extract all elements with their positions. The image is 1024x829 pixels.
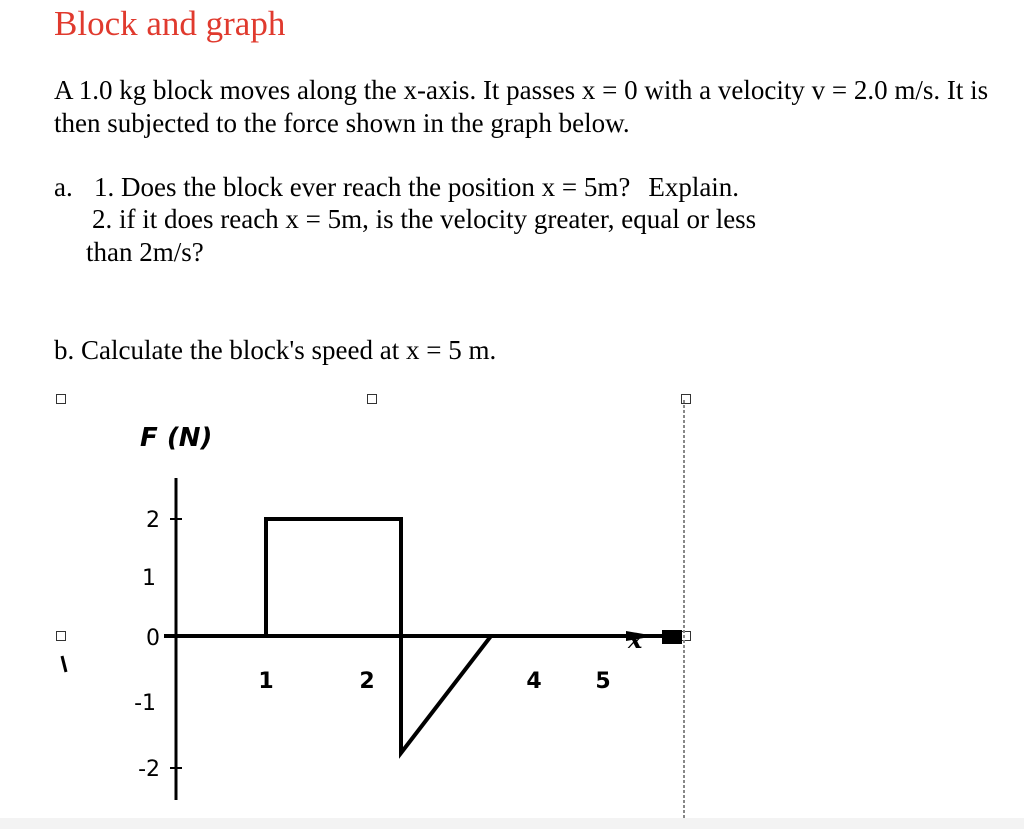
- problem-statement: A 1.0 kg block moves along the x-axis. It passes x = 0 with a velocity v = 2.0 m/s. It is then subjected to the force shown in the graph below.: [54, 75, 989, 138]
- y-tick-label-1: 1: [142, 566, 156, 591]
- x-axis-label: x: [628, 625, 643, 654]
- y-tick-label-minus1: -1: [134, 691, 156, 716]
- y-tick-label-0: 0: [146, 626, 160, 651]
- x-tick-label-5: 5: [595, 669, 611, 694]
- y-tick-label-2: 2: [146, 508, 160, 533]
- x-tick-label-4: 4: [526, 669, 542, 694]
- question-a2: 2. if it does reach x = 5m, is the velocity greater, equal or less: [92, 204, 757, 234]
- page-title: Block and graph: [54, 4, 286, 43]
- question-a1-text: 1. Does the block ever reach the position x = 5m?: [94, 172, 631, 202]
- question-a-label: a.: [54, 172, 73, 202]
- y-tick-label-minus2: -2: [138, 757, 160, 782]
- scan-mark: [62, 656, 66, 672]
- question-a2-continued: than 2m/s?: [86, 237, 204, 267]
- y-axis-label: F (N): [140, 423, 213, 453]
- question-a1-explain: Explain.: [648, 172, 740, 202]
- page-bottom-strip: [0, 818, 1024, 829]
- question-b: b. Calculate the block's speed at x = 5 m.: [54, 335, 497, 365]
- x-tick-label-2: 2: [359, 669, 375, 694]
- x-tick-label-1: 1: [258, 669, 274, 694]
